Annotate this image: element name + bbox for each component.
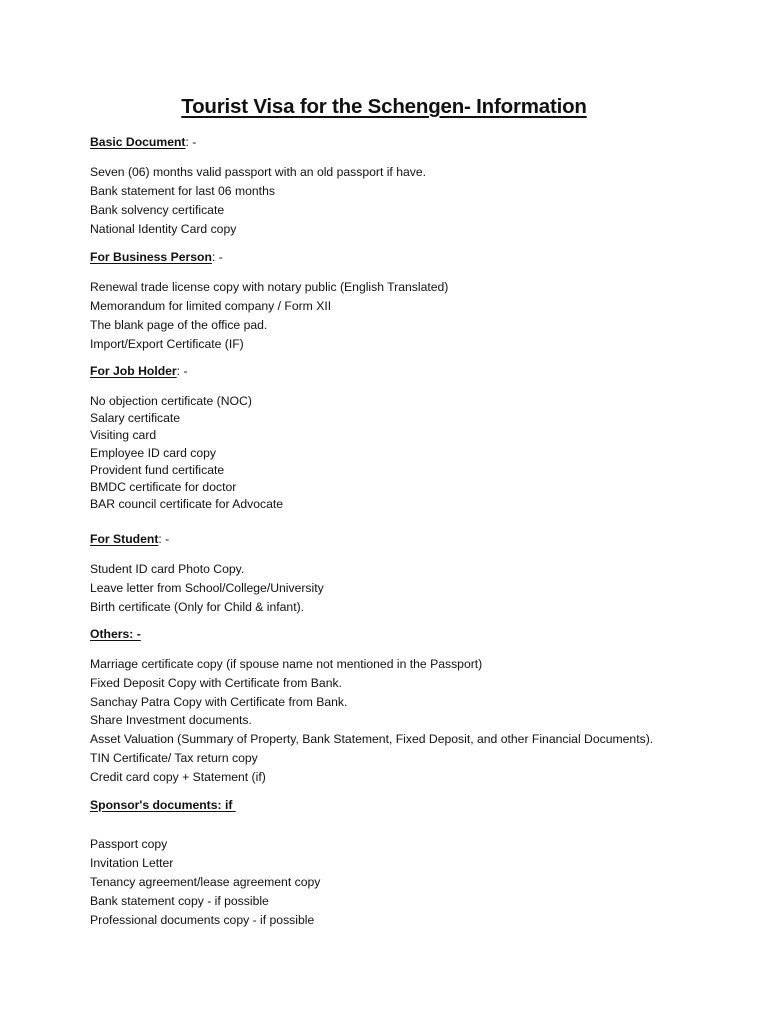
list-item: Employee ID card copy	[90, 445, 216, 460]
list-item: Visiting card	[90, 428, 157, 443]
list-item: Import/Export Certificate (IF)	[90, 337, 244, 351]
list-item: Bank statement copy - if possible	[90, 894, 269, 908]
list-item: Passport copy	[90, 837, 168, 851]
section-heading	[90, 797, 730, 813]
section-student	[90, 531, 730, 617]
section-heading-suffix: : -	[176, 364, 188, 378]
list-item: Provident fund certificate	[90, 462, 225, 477]
list-item: Student ID card Photo Copy.	[90, 562, 245, 576]
list-item: Leave letter from School/College/University	[90, 581, 324, 595]
list-item: Share Investment documents.	[90, 713, 252, 728]
list-item: Memorandum for limited company / Form XII	[90, 299, 332, 313]
document-list	[90, 393, 730, 513]
list-item: Birth certificate (Only for Child & infant).	[90, 600, 305, 614]
section-basic-document	[90, 134, 730, 239]
list-item: National Identity Card copy	[90, 222, 237, 236]
list-item: Credit card copy + Statement (if)	[90, 769, 266, 784]
section-heading-label: For Job Holder	[90, 364, 177, 378]
list-item: BAR council certificate for Advocate	[90, 497, 284, 512]
list-item: Tenancy agreement/lease agreement copy	[90, 875, 321, 889]
section-business-person	[90, 249, 730, 354]
list-item: Asset Valuation (Summary of Property, Bank Statement, Fixed Deposit, and other Financial Documents).	[90, 732, 654, 747]
section-others	[90, 626, 730, 787]
list-item: The blank page of the office pad.	[90, 318, 268, 332]
document-title: Tourist Visa for the Schengen- Information	[181, 95, 587, 118]
section-heading-suffix: : -	[185, 135, 197, 149]
section-heading-label: Basic Document	[90, 135, 186, 149]
list-item: TIN Certificate/ Tax return copy	[90, 750, 258, 765]
document-list	[90, 560, 730, 617]
document-list	[90, 163, 730, 239]
list-item: Marriage certificate copy (if spouse name not mentioned in the Passport)	[90, 657, 483, 671]
section-heading-label: Sponsor's documents: if	[90, 798, 236, 812]
list-item: Seven (06) months valid passport with an old passport if have.	[90, 165, 427, 179]
section-heading-label: For Business Person	[90, 250, 212, 264]
section-sponsor-documents	[90, 797, 730, 930]
document-list	[90, 835, 730, 930]
section-heading-label: Others: -	[90, 627, 141, 641]
section-heading	[90, 363, 730, 379]
section-heading	[90, 249, 730, 265]
list-item: Renewal trade license copy with notary public (English Translated)	[90, 280, 449, 294]
section-heading	[90, 134, 730, 150]
list-item: Bank statement for last 06 months	[90, 184, 275, 198]
section-heading	[90, 626, 730, 642]
section-heading-suffix: : -	[158, 532, 170, 546]
list-item: Invitation Letter	[90, 856, 174, 870]
section-heading	[90, 531, 730, 547]
list-item: Sanchay Patra Copy with Certificate from Bank.	[90, 694, 348, 709]
list-item: Bank solvency certificate	[90, 203, 225, 217]
document-list	[90, 278, 730, 354]
section-heading-label: For Student	[90, 532, 159, 546]
list-item: BMDC certificate for doctor	[90, 480, 237, 495]
list-item: Fixed Deposit Copy with Certificate from Bank.	[90, 675, 342, 690]
document-list	[90, 655, 730, 787]
list-item: No objection certificate (NOC)	[90, 394, 252, 408]
list-item: Salary certificate	[90, 411, 181, 426]
section-job-holder	[90, 363, 730, 513]
section-heading-suffix: : -	[211, 250, 223, 264]
list-item: Professional documents copy - if possible	[90, 913, 315, 927]
